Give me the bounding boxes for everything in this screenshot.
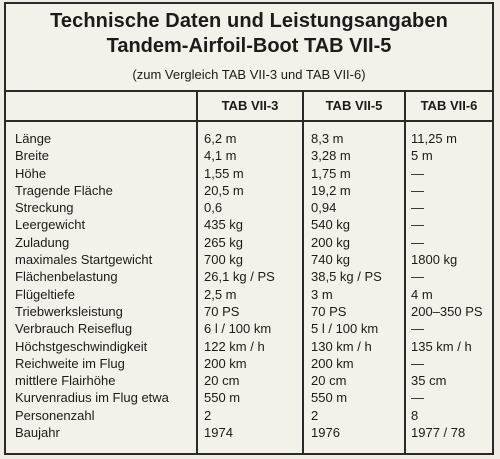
value-tab-vii-3: 2	[204, 407, 212, 423]
table-row	[6, 148, 492, 165]
value-tab-vii-6: 5 m	[411, 148, 433, 164]
value-tab-vii-3: 1974	[204, 425, 233, 441]
value-tab-vii-6: —	[411, 355, 424, 371]
title-line-2: Tandem-Airfoil-Boot TAB VII-5	[106, 35, 392, 57]
table-row	[6, 425, 492, 442]
table-row	[6, 356, 492, 373]
value-tab-vii-6: —	[411, 217, 424, 233]
value-tab-vii-3: 122 km / h	[204, 338, 265, 354]
value-tab-vii-5: 200 km	[311, 355, 354, 371]
table-row	[6, 339, 492, 356]
spec-rows	[6, 131, 492, 442]
row-label: Höchstgeschwindigkeit	[15, 338, 148, 354]
value-tab-vii-6: —	[411, 321, 424, 337]
value-tab-vii-3: 26,1 kg / PS	[204, 269, 275, 285]
value-tab-vii-5: 550 m	[311, 390, 348, 406]
row-label: Länge	[15, 131, 52, 146]
value-tab-vii-6: 1800 kg	[411, 252, 458, 268]
table-row	[6, 200, 492, 217]
title-line-1: Technische Daten und Leistungsangaben	[50, 10, 448, 32]
row-label: Breite	[15, 148, 49, 164]
row-label: Reichweite im Flug	[15, 355, 125, 371]
value-tab-vii-6: 11,25 m	[411, 131, 458, 146]
value-tab-vii-5: 1,75 m	[311, 165, 351, 181]
column-header-tab-vii-6: TAB VII-6	[420, 98, 478, 113]
value-tab-vii-5: 3 m	[311, 286, 333, 302]
table-row	[6, 166, 492, 183]
row-label: Zuladung	[15, 234, 70, 250]
row-label: Baujahr	[15, 425, 60, 441]
value-tab-vii-6: —	[411, 182, 424, 198]
value-tab-vii-3: 6,2 m	[204, 131, 237, 146]
value-tab-vii-5: 5 l / 100 km	[311, 321, 379, 337]
row-label: Personenzahl	[15, 407, 95, 423]
value-tab-vii-3: 20,5 m	[204, 182, 244, 198]
spec-table-document	[4, 2, 494, 455]
table-row	[6, 235, 492, 252]
value-tab-vii-5: 19,2 m	[311, 182, 351, 198]
row-label: Höhe	[15, 165, 47, 181]
value-tab-vii-3: 550 m	[204, 390, 241, 406]
value-tab-vii-5: 1976	[311, 425, 340, 441]
value-tab-vii-6: 35 cm	[411, 373, 447, 389]
value-tab-vii-6: —	[411, 200, 424, 216]
value-tab-vii-5: 540 kg	[311, 217, 351, 233]
value-tab-vii-3: 70 PS	[204, 303, 240, 319]
table-row	[6, 321, 492, 338]
value-tab-vii-6: —	[411, 165, 424, 181]
value-tab-vii-6: 8	[411, 407, 419, 423]
value-tab-vii-5: 20 cm	[311, 373, 347, 389]
value-tab-vii-6: 200–350 PS	[411, 303, 483, 319]
value-tab-vii-6: —	[411, 269, 424, 285]
table-row	[6, 269, 492, 286]
row-label: maximales Startgewicht	[15, 252, 153, 268]
value-tab-vii-3: 700 kg	[204, 252, 244, 268]
header-top-rule	[6, 90, 492, 92]
table-row	[6, 217, 492, 234]
value-tab-vii-6: —	[411, 234, 424, 250]
value-tab-vii-3: 4,1 m	[204, 148, 237, 164]
row-label: Triebwerksleistung	[15, 303, 123, 319]
value-tab-vii-5: 38,5 kg / PS	[311, 269, 382, 285]
row-label: Kurvenradius im Flug etwa	[15, 390, 169, 406]
value-tab-vii-3: 2,5 m	[204, 286, 237, 302]
value-tab-vii-6: —	[411, 390, 424, 406]
value-tab-vii-5: 8,3 m	[311, 131, 344, 146]
row-label: mittlere Flairhöhe	[15, 373, 116, 389]
value-tab-vii-5: 2	[311, 407, 319, 423]
value-tab-vii-5: 740 kg	[311, 252, 351, 268]
column-header-tab-vii-3: TAB VII-3	[221, 98, 279, 113]
value-tab-vii-3: 1,55 m	[204, 165, 244, 181]
value-tab-vii-3: 6 l / 100 km	[204, 321, 272, 337]
value-tab-vii-3: 200 km	[204, 355, 247, 371]
table-row	[6, 408, 492, 425]
row-label: Tragende Fläche	[15, 182, 113, 198]
column-header-tab-vii-5: TAB VII-5	[325, 98, 383, 113]
value-tab-vii-5: 3,28 m	[311, 148, 351, 164]
value-tab-vii-5: 200 kg	[311, 234, 351, 250]
row-label: Flügeltiefe	[15, 286, 75, 302]
row-label: Streckung	[15, 200, 74, 216]
value-tab-vii-5: 130 km / h	[311, 338, 372, 354]
value-tab-vii-3: 20 cm	[204, 373, 240, 389]
value-tab-vii-3: 0,6	[204, 200, 223, 216]
table-row	[6, 390, 492, 407]
table-row	[6, 373, 492, 390]
value-tab-vii-3: 435 kg	[204, 217, 244, 233]
header-bottom-rule	[6, 120, 492, 122]
value-tab-vii-3: 265 kg	[204, 234, 244, 250]
subtitle: (zum Vergleich TAB VII-3 und TAB VII-6)	[132, 67, 366, 82]
row-label: Leergewicht	[15, 217, 86, 233]
value-tab-vii-6: 4 m	[411, 286, 433, 302]
value-tab-vii-5: 70 PS	[311, 303, 347, 319]
row-label: Verbrauch Reiseflug	[15, 321, 133, 337]
row-label: Flächenbelastung	[15, 269, 118, 285]
table-row	[6, 304, 492, 321]
value-tab-vii-6: 1977 / 78	[411, 425, 466, 441]
table-row	[6, 183, 492, 200]
value-tab-vii-6: 135 km / h	[411, 338, 472, 354]
table-row	[6, 252, 492, 269]
table-row	[6, 131, 492, 148]
table-row	[6, 287, 492, 304]
value-tab-vii-5: 0,94	[311, 200, 337, 216]
